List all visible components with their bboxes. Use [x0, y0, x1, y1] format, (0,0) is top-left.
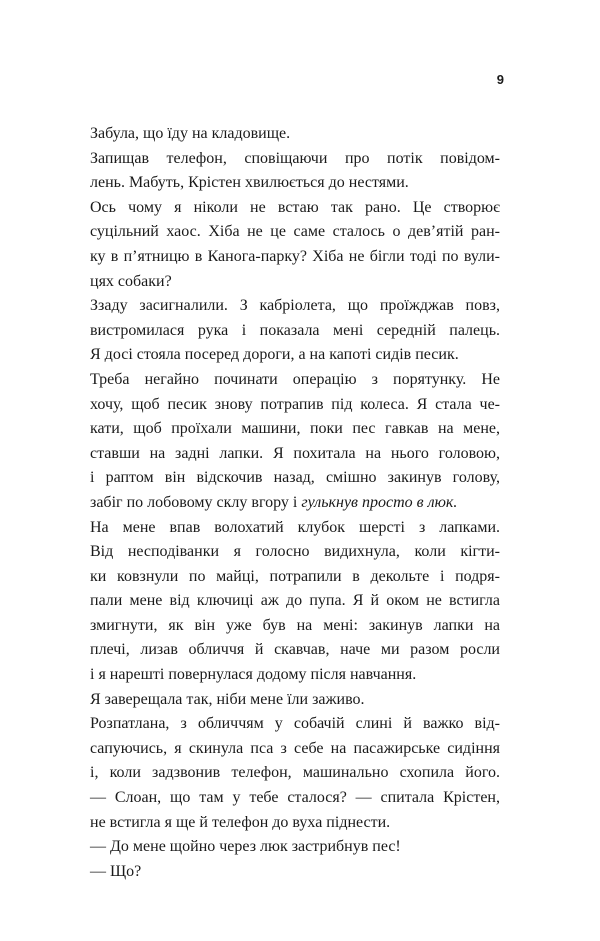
text-line: Від несподіванки я голосно видихнула, коли кігти-	[90, 543, 500, 561]
text-line: ки ковзнули по майці, потрапили в декольте і подря-	[90, 567, 500, 585]
text-line: хочу, щоб песик знову потрапив під колеса. Я стала че-	[90, 395, 500, 413]
text-line: Забула, що їду на кладовище.	[90, 125, 291, 142]
body-text	[90, 122, 500, 884]
page-number: 9	[496, 72, 504, 87]
text-line: плечі, лизав обличчя й скавчав, наче ми разом росли	[90, 641, 500, 659]
text-line: Треба негайно починати операцію з порятунку. Не	[90, 370, 500, 388]
text-line: Я заверещала так, ніби мене їли заживо.	[90, 690, 365, 708]
text-line: і я нарешті повернулася додому після навчання.	[90, 666, 417, 684]
text-line: і раптом він відскочив назад, смішно закинув голову,	[90, 469, 500, 487]
text-line: Ззаду засигналили. З кабріолета, що проїжджав повз,	[90, 297, 500, 315]
text-segment: забіг по лобовому склу вгору і	[90, 493, 302, 511]
text-line: сапуючись, я скинула пса з себе на пасажирське сидіння	[90, 739, 500, 757]
text-line: пали мене від ключиці аж до пупа. Я й оком не встигла	[90, 592, 500, 610]
text-line: не встигла я ще й телефон до вуха піднести.	[90, 813, 391, 831]
text-line: — До мене щойно через люк застрибнув пес!	[90, 838, 401, 856]
text-line: цях собаки?	[90, 272, 172, 290]
text-line: суцільний хаос. Хіба не це саме сталось о дев’ятій ран-	[90, 223, 500, 241]
text-line: Я досі стояла посеред дороги, а на капоті сидів песик.	[90, 346, 459, 364]
text-line: — Слоан, що там у тебе сталося? — спитала Крістен,	[90, 789, 500, 807]
text-line: ку в п’ятницю в Канога-парку? Хіба не бігли тоді по вули-	[90, 247, 500, 265]
text-line: Запищав телефон, сповіщаючи про потік повідом-	[90, 149, 500, 167]
text-line: На мене впав волохатий клубок шерсті з лапками.	[90, 518, 500, 536]
text-line: кати, щоб проїхали машини, поки пес гавкав на мене,	[90, 420, 500, 438]
text-line: — Що?	[90, 862, 142, 880]
text-line: Розпатлана, з обличчям у собачій слині й важко від-	[90, 715, 500, 733]
text-line: вистромилася рука і показала мені середній палець.	[90, 321, 500, 339]
text-line: змигнути, як він уже був на мені: закинув лапки на	[90, 616, 500, 634]
italic-text: гулькнув просто в люк.	[301, 493, 458, 511]
text-line: і, коли задзвонив телефон, машинально схопила його.	[90, 764, 500, 782]
text-line	[90, 491, 500, 516]
text-line: ставши на задні лапки. Я похитала на нього головою,	[90, 444, 500, 462]
text-line: лень. Мабуть, Крістен хвилюється до нестями.	[90, 174, 409, 192]
text-line: Ось чому я ніколи не встаю так рано. Це створює	[90, 198, 500, 216]
